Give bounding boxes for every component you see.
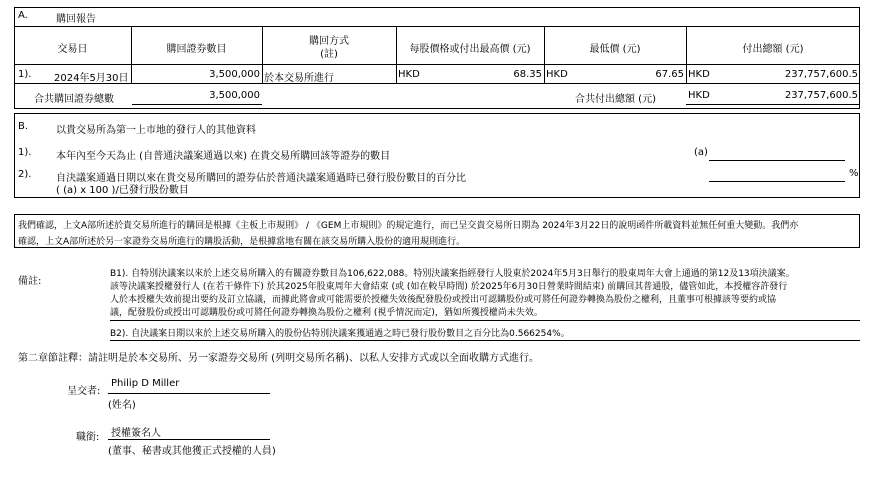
row-total-value: 237,757,600.5 xyxy=(784,69,858,80)
section-b-letter: B. xyxy=(18,121,29,132)
header-shares: 購回證券數目 xyxy=(166,44,227,55)
total-paid-currency: HKD xyxy=(688,90,710,101)
header-trade-date: 交易日 xyxy=(57,44,88,55)
section-b-item2-unit: % xyxy=(849,168,859,179)
total-shares-underline xyxy=(132,104,262,105)
header-highest: 每股價格或付出最高價 (元) xyxy=(409,44,531,55)
row-shares: 3,500,000 xyxy=(209,69,260,80)
row-low-value: 67.65 xyxy=(655,69,684,80)
section-b-item1-blank xyxy=(709,160,845,161)
confirmation-line2: 確認，上文A部所述於另一家證券交易所進行的購股活動，是根據當地有關在該交易所購入股份的適用規則進行。 xyxy=(18,237,466,247)
submitter-name: Philip D Miller xyxy=(111,378,180,389)
title-underline xyxy=(108,439,270,440)
section-b-item2-formula: ( (a) x 100 )/已發行股份數目 xyxy=(56,185,189,196)
confirmation-line1: 我們確認，上文A部所述於貴交易所進行的購回是根據《主板上市規則》 / 《GEM上市規則》的規定進行，而已呈交貴交易所日期為 2024年3月22日的說明函件所載資料並無任何重大變動。我們亦 xyxy=(18,221,799,231)
title-value: 授權簽名人 xyxy=(111,428,161,439)
section-b-item1-marker: (a) xyxy=(694,147,708,158)
divider xyxy=(14,83,860,84)
row-low-currency: HKD xyxy=(546,69,568,80)
submitter-underline xyxy=(108,393,270,394)
title-label: 職銜: xyxy=(76,432,100,443)
name-caption: (姓名) xyxy=(108,400,136,411)
header-method: 購回方式 xyxy=(309,36,349,47)
remarks-divider xyxy=(110,320,860,321)
section-b-item1-text: 本年內至今天為止 (自普通決議案通過以來) 在貴交易所購回該等證券的數目 xyxy=(56,151,391,162)
row-method: 於本交易所進行 xyxy=(264,73,334,84)
remarks-b2: B2). 自決議案日期以來於上述交易所購入的股份佔特別決議案獲通過之時已發行股份數目之百分比為0.566254%。 xyxy=(110,329,570,339)
submitter-label: 呈交者: xyxy=(67,386,101,397)
remarks-b1-line2: 該等決議案授權發行人 (在若干條件下) 於其2025年股東周年大會結束 (或 (如在較早時間) 於2025年6月30日營業時間結束) 前購回其普通股，儘管如此，本授權容許發行 xyxy=(110,282,788,292)
remarks-b1-line1: B1). 自特別決議案以來於上述交易所購入的有關證券數目為106,622,088。特別決議案指經發行人股東於2024年5月3日舉行的股東周年大會上通過的第12及13項決議案。 xyxy=(110,269,795,279)
section-a-title: 購回報告 xyxy=(56,14,96,25)
section-b-item2-index: 2). xyxy=(18,169,32,180)
remarks-b1-line3: 人於本授權失效前提出要約及訂立協議，而據此將會或可能需要於授權失效後配發股份或授出可認購股份或可將任何證券轉換為股份之權利，且董事可根據該等要約或協 xyxy=(110,295,777,305)
total-paid-label: 合共付出總額 (元) xyxy=(575,94,656,105)
total-shares-label: 合共購回證券總數 xyxy=(34,94,114,105)
remarks-b1-line4: 議，配發股份或授出可認購股份或可將任何證券轉換為股份之權利 (視乎情況而定)，猶如所獲授權尚未失效。 xyxy=(110,308,543,318)
total-paid-underline xyxy=(686,104,860,105)
chapter-note: 第二章節註釋：請註明是於本交易所、另一家證券交易所 (列明交易所名稱)、以私人安排方式或以全面收購方式進行。 xyxy=(18,353,539,364)
header-total: 付出總額 (元) xyxy=(742,44,804,55)
row-high-value: 68.35 xyxy=(513,69,542,80)
divider xyxy=(14,26,860,27)
section-b-item2-blank xyxy=(709,181,845,182)
row-high-currency: HKD xyxy=(398,69,420,80)
row-date: 2024年5月30日 xyxy=(54,73,129,84)
section-b-title: 以貴交易所為第一上市地的發行人的其他資料 xyxy=(56,125,256,136)
header-method-note: (註) xyxy=(320,49,338,60)
total-paid-value: 237,757,600.5 xyxy=(784,90,858,101)
row-total-currency: HKD xyxy=(688,69,710,80)
total-shares-value: 3,500,000 xyxy=(209,90,260,101)
section-b-item2-text: 自決議案通過日期以來在貴交易所購回的證券佔於普通決議案通過時已發行股份數目的百分比 xyxy=(56,173,466,184)
remarks-divider xyxy=(110,340,860,341)
row-index: 1). xyxy=(18,69,32,80)
section-a-letter: A. xyxy=(18,10,28,21)
title-caption: (董事、秘書或其他獲正式授權的人員) xyxy=(108,446,276,457)
header-lowest: 最低價 (元) xyxy=(589,44,641,55)
section-b-item1-index: 1). xyxy=(18,147,32,158)
remarks-label: 備註: xyxy=(18,276,42,287)
divider xyxy=(14,64,860,65)
